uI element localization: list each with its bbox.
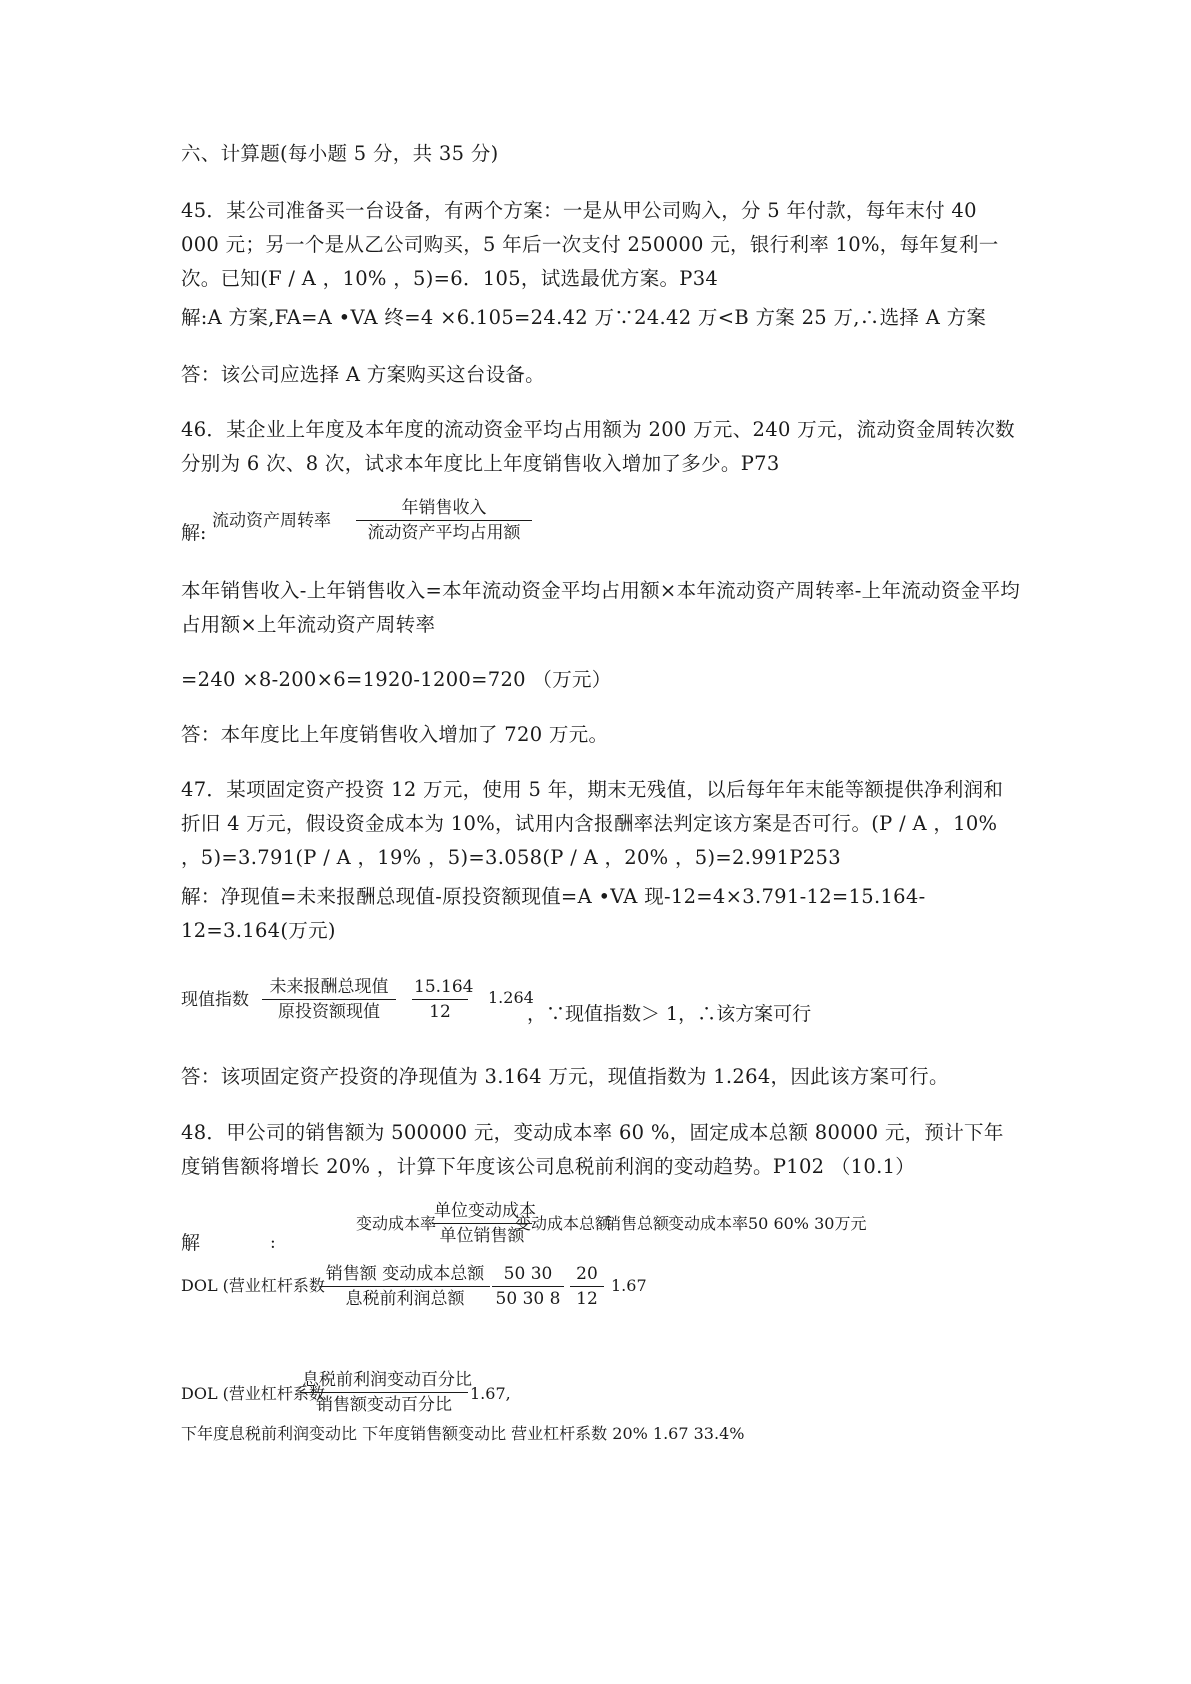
q48-dol-fraction bbox=[320, 1262, 490, 1311]
q45-question: 45．某公司准备买一台设备，有两个方案：一是从甲公司购入，分 5 年付款，每年末付 40 000 元；另一个是从乙公司购买，5 年后一次支付 250000 元，银行利率 10%，每年复利一次。已知(F / A ，10% ，5)=6．105，试选最优方案。P34 bbox=[181, 199, 999, 290]
q45-answer: 答：该公司应选择 A 方案购买这台设备。 bbox=[181, 363, 545, 386]
q48-dol2-denominator: 销售额变动百分比 bbox=[300, 1392, 468, 1417]
q47-pi-denominator: 原投资额现值 bbox=[262, 999, 396, 1024]
q48-dol-numerator-value: 50 30 bbox=[503, 1264, 553, 1284]
q45-solution: 解:A 方案,FA=A •VA 终=4 ×6.105=24.42 万∵24.42 万<B 方案 25 万,∴选择 A 方案 bbox=[181, 306, 987, 329]
q47-pi-fraction bbox=[262, 975, 396, 1024]
q48-vc-sales: 销售总额 bbox=[605, 1214, 670, 1233]
q46-answer: 答：本年度比上年度销售收入增加了 720 万元。 bbox=[181, 723, 609, 746]
q46-step2: =240 ×8-200×6=1920-1200=720 （万元） bbox=[181, 668, 612, 691]
q48-solution-label: 解 bbox=[181, 1232, 201, 1254]
q47-solution: 解：净现值=未来报酬总现值-原投资额现值=A •VA 现-12=4×3.791-12=15.164-12=3.164(万元) bbox=[181, 885, 926, 942]
q46-question: 46．某企业上年度及本年度的流动资金平均占用额为 200 万元、240 万元，流动资金周转次数分别为 6 次、8 次，试求本年度比上年度销售收入增加了多少。P73 bbox=[181, 418, 1015, 475]
q48-dol2-fraction bbox=[300, 1368, 472, 1417]
q48-dol2-result: 1.67, bbox=[470, 1384, 511, 1403]
q46-formula-denominator: 流动资产平均占用额 bbox=[356, 520, 532, 545]
q48-dol2-numerator: 息税前利润变动百分比 bbox=[302, 1370, 472, 1390]
q48-vc-rate: 变动成本率 bbox=[668, 1214, 749, 1233]
q47-pi-label: 现值指数 bbox=[181, 990, 249, 1010]
q48-vc-lhs: 变动成本率 bbox=[356, 1214, 437, 1233]
q46-step1: 本年销售收入-上年销售收入=本年流动资金平均占用额×本年流动资产周转率-上年流动资金平均占用额×上年流动资产周转率 bbox=[181, 579, 1021, 636]
q48-final-line: 下年度息税前利润变动比 下年度销售额变动比 营业杠杆系数 20% 1.67 33.4% bbox=[181, 1424, 745, 1443]
q47-pi-result: 1.264 bbox=[488, 988, 534, 1007]
q48-vc-numerator: 单位变动成本 bbox=[434, 1201, 536, 1221]
q48-vc-denominator: 单位销售额 bbox=[432, 1223, 532, 1248]
q47-question: 47．某项固定资产投资 12 万元，使用 5 年，期末无残值，以后每年年末能等额提供净利润和折旧 4 万元，假设资金成本为 10%，试用内含报酬率法判定该方案是否可行。(P / A ，10% ，5)=3.791(P / A ，19% ，5)=3.058(P / A ，20% ，5)=2.991P253 bbox=[181, 778, 1004, 869]
q48-dol-denominator: 息税前利润总额 bbox=[320, 1286, 490, 1311]
q48-vc-total: 变动成本总额 bbox=[515, 1214, 612, 1233]
q48-dol-numerator-simplified: 20 bbox=[576, 1264, 598, 1284]
q48-dol-numerator: 销售额 变动成本总额 bbox=[325, 1264, 485, 1284]
q48-vc-calc: 50 60% 30万元 bbox=[748, 1214, 867, 1233]
q46-formula-lhs: 流动资产周转率 bbox=[212, 511, 331, 531]
q48-dol2-label: DOL (营业杠杆系数 bbox=[181, 1384, 325, 1403]
q47-pi-value-fraction bbox=[412, 975, 474, 1024]
q47-answer: 答：该项固定资产投资的净现值为 3.164 万元，现值指数为 1.264，因此该方案可行。 bbox=[181, 1065, 949, 1088]
q48-solution-colon: : bbox=[270, 1233, 276, 1253]
q48-dol-result: 1.67 bbox=[611, 1276, 647, 1295]
q47-pi-numerator: 未来报酬总现值 bbox=[269, 977, 389, 997]
q48-question: 48．甲公司的销售额为 500000 元，变动成本率 60 %，固定成本总额 80000 元，预计下年度销售额将增长 20% ，计算下年度该公司息税前利润的变动趋势。P102 （10.1） bbox=[181, 1121, 1004, 1178]
q48-dol-simplified-fraction bbox=[570, 1262, 604, 1311]
q48-dol-denominator-simplified: 12 bbox=[570, 1286, 604, 1311]
q47-pi-numerator-value: 15.164 bbox=[414, 977, 474, 997]
q47-pi-denominator-value: 12 bbox=[412, 999, 468, 1024]
q46-formula-numerator: 年销售收入 bbox=[401, 498, 487, 518]
q48-dol-value-fraction bbox=[492, 1262, 564, 1311]
section-title: 六、计算题(每小题 5 分，共 35 分) bbox=[181, 142, 499, 165]
q46-formula-fraction bbox=[356, 496, 532, 545]
q46-solution-label: 解: bbox=[181, 522, 207, 544]
q48-dol-label: DOL (营业杠杆系数 bbox=[181, 1276, 325, 1295]
q48-dol-denominator-value: 50 30 8 bbox=[492, 1286, 564, 1311]
q47-pi-conclusion: ，∵现值指数＞ 1，∴该方案可行 bbox=[527, 1003, 812, 1025]
